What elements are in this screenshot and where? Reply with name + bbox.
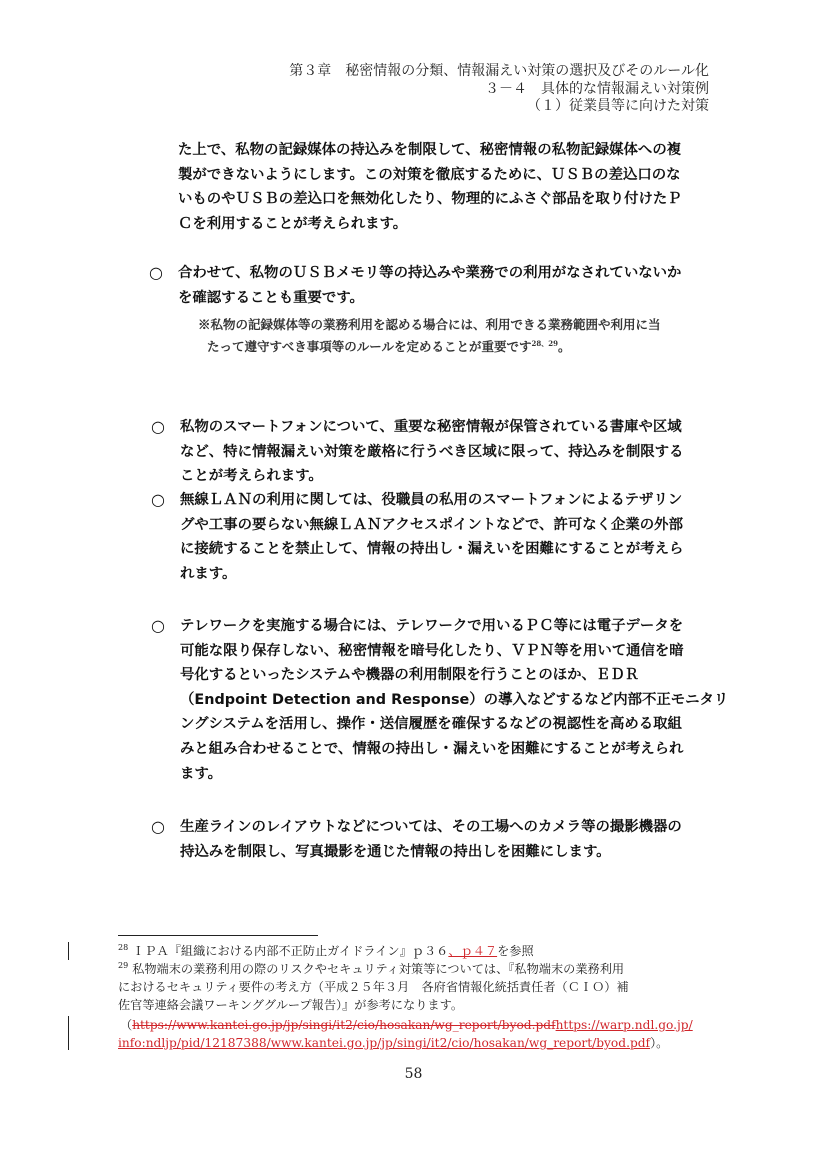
text-line: （Endpoint Detection and Response）の導入などするなど内部不正モニタリ — [180, 691, 729, 708]
open-paren: （ — [120, 1018, 133, 1032]
running-header-subsection: （１）従業員等に向けた対策 — [527, 98, 709, 114]
inserted-url-link[interactable]: https://warp.ndl.go.jp/ — [555, 1018, 693, 1032]
footnote-29-url-line — [118, 1035, 668, 1051]
footnote-28 — [118, 943, 534, 959]
page-number: 58 — [404, 1066, 423, 1082]
text-line: ことが考えられます。 — [180, 468, 323, 485]
footnote-29-line: 佐官等連絡会議ワーキンググループ報告）』が参考になります。 — [118, 998, 464, 1012]
footnote-text: 私物端末の業務利用の際のリスクやセキュリティ対策等については、『私物端末の業務利用 — [132, 962, 625, 976]
text-line: を確認することも重要です。 — [178, 289, 364, 306]
bullet-paragraph-wireless-lan — [180, 488, 683, 586]
text-line: に接続することを禁止して、情報の持出し・漏えいを困難にすることが考えら — [180, 541, 684, 558]
bullet-circle: ○ — [151, 417, 165, 436]
bullet-paragraph-usb — [178, 261, 681, 310]
note-end: 。 — [558, 339, 571, 354]
change-bar — [68, 942, 69, 960]
text-line: みと組み合わせることで、情報の持出し・漏えいを困難にすることが考えられ — [180, 740, 684, 757]
bullet-circle: ○ — [151, 817, 165, 836]
text-line: 号化するといったシステムや機器の利用制限を行うことのほか、ＥＤＲ — [180, 667, 640, 684]
bullet-paragraph-production-line — [180, 815, 682, 864]
text-line: 私物のスマートフォンについて、重要な秘密情報が保管されている書庫や区域 — [180, 419, 682, 435]
continuation-paragraph — [178, 138, 682, 236]
footnote-mark: 29 — [118, 960, 129, 970]
inserted-url-link[interactable]: info:ndljp/pid/12187388/www.kantei.go.jp/jp/singi/it2/cio/hosakan/wg_report/byod.pdf — [118, 1036, 651, 1050]
footnote-end: を参照 — [497, 944, 534, 958]
footnote-ref: 28、29 — [531, 338, 558, 348]
note-private-media — [198, 314, 661, 358]
note-text: たって遵守すべき事項等のルールを定めることが重要です — [207, 339, 532, 354]
text-line: 無線ＬＡＮの利用に関しては、役職員の私用のスマートフォンによるテザリン — [180, 492, 683, 508]
text-line: 製ができないようにします。この対策を徹底するために、ＵＳＢの差込口のな — [178, 166, 681, 183]
note-line — [198, 336, 661, 358]
footnote-29 — [118, 961, 624, 977]
footnote-29-url-line — [120, 1017, 693, 1033]
text-line: テレワークを実施する場合には、テレワークで用いるＰＣ等には電子データを — [180, 618, 684, 634]
close-paren: ）。 — [650, 1036, 669, 1050]
note-line: ※私物の記録媒体等の業務利用を認める場合には、利用できる業務範囲や利用に当 — [198, 317, 661, 332]
bullet-circle: ○ — [151, 616, 165, 635]
text-line: いものやＵＳＢの差込口を無効化したり、物理的にふさぐ部品を取り付けたＰ — [178, 191, 682, 208]
footnote-text: ＩＰＡ『組織における内部不正防止ガイドライン』ｐ３６ — [132, 944, 449, 958]
text-line: ます。 — [180, 765, 223, 782]
inserted-text: 、ｐ４７ — [448, 944, 498, 958]
text-line: など、特に情報漏えい対策を厳格に行うべき区域に限って、持込みを制限する — [180, 443, 684, 460]
text-line: 合わせて、私物のＵＳＢメモリ等の持込みや業務での利用がなされていないか — [178, 265, 682, 281]
bullet-circle: ○ — [151, 490, 165, 509]
running-header-chapter: 第３章 秘密情報の分類、情報漏えい対策の選択及びそのルール化 — [289, 63, 709, 79]
text-line: 可能な限り保存しない、秘密情報を暗号化したり、ＶＰＮ等を用いて通信を暗 — [180, 642, 684, 659]
footnote-29-line: におけるセキュリティ要件の考え方（平成２５年３月 各府省情報化統括責任者（ＣＩＯ）補 — [118, 980, 629, 994]
text-line: た上で、私物の記録媒体の持込みを制限して、秘密情報の私物記録媒体への複 — [178, 142, 682, 158]
running-header-section: ３－４ 具体的な情報漏えい対策例 — [485, 81, 709, 97]
text-line: れます。 — [180, 565, 237, 582]
bullet-paragraph-telework — [180, 614, 728, 786]
text-line: 生産ラインのレイアウトなどについては、その工場へのカメラ等の撮影機器の — [180, 819, 682, 835]
footnote-separator — [118, 935, 318, 936]
text-line: グや工事の要らない無線ＬＡＮアクセスポイントなどで、許可なく企業の外部 — [180, 516, 683, 533]
change-bar — [68, 1016, 69, 1050]
bullet-paragraph-smartphone — [180, 415, 683, 489]
deleted-url-link[interactable]: https://www.kantei.go.jp/jp/singi/it2/cio/hosakan/wg_report/byod.pdf — [132, 1018, 556, 1032]
text-line: Ｃを利用することが考えられます。 — [178, 215, 408, 232]
text-line: ングシステムを活用し、操作・送信履歴を確保するなどの視認性を高める取組 — [180, 716, 682, 733]
footnote-mark: 28 — [118, 942, 129, 952]
bullet-circle: ○ — [149, 263, 163, 282]
text-line: 持込みを制限し、写真撮影を通じた情報の持出しを困難にします。 — [180, 843, 611, 860]
